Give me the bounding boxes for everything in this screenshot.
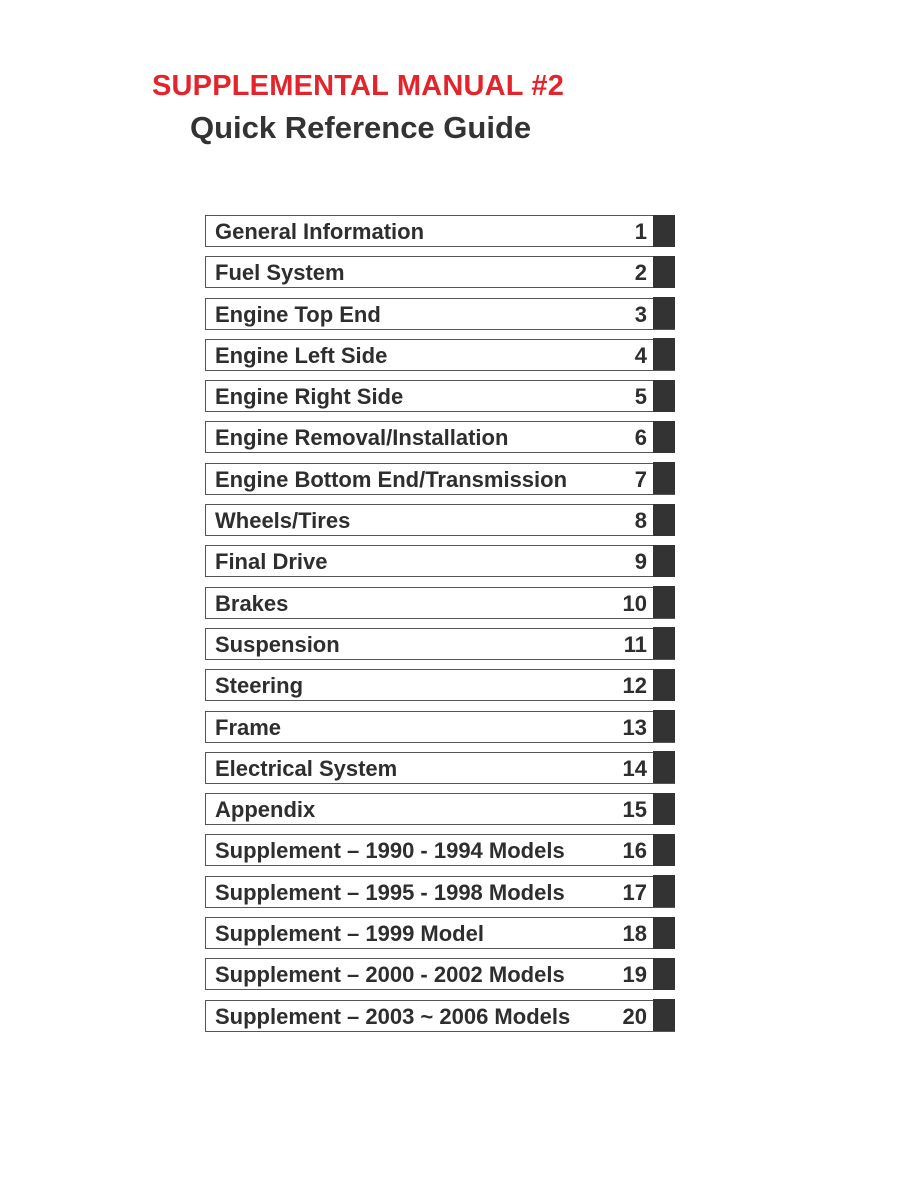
section-label: General Information <box>215 219 425 244</box>
section-row[interactable] <box>205 1000 675 1032</box>
section-number: 1 <box>634 219 647 244</box>
section-row[interactable] <box>205 793 675 825</box>
section-row[interactable] <box>205 215 675 247</box>
section-tab-marker <box>653 338 675 370</box>
section-tab-marker <box>653 215 675 247</box>
section-number: 3 <box>634 301 647 327</box>
section-number: 16 <box>622 838 647 864</box>
manual-title: SUPPLEMENTAL MANUAL #2 <box>152 70 565 102</box>
section-row[interactable] <box>205 669 675 701</box>
section-label: Steering <box>215 673 304 699</box>
section-label: Suspension <box>215 631 340 657</box>
section-label: Engine Left Side <box>215 342 388 368</box>
section-row[interactable] <box>205 917 675 949</box>
section-row[interactable] <box>205 421 675 453</box>
section-tab-marker <box>653 793 675 825</box>
section-row[interactable] <box>205 339 675 371</box>
section-label: Engine Bottom End/Transmission <box>215 466 568 492</box>
section-tab-marker <box>653 710 675 742</box>
section-tab-marker <box>653 545 675 577</box>
section-tab-marker <box>653 834 675 866</box>
section-row[interactable] <box>205 834 675 866</box>
section-label: Frame <box>215 714 282 740</box>
section-label: Supplement – 2003 ~ 2006 Models <box>215 1003 571 1029</box>
section-label: Brakes <box>215 590 289 616</box>
section-number: 17 <box>622 879 647 905</box>
section-tab-marker <box>653 669 675 701</box>
section-row[interactable] <box>205 298 675 330</box>
section-label: Fuel System <box>215 260 345 286</box>
section-row[interactable] <box>205 628 675 660</box>
section-label: Engine Removal/Installation <box>215 425 509 451</box>
section-number: 7 <box>634 466 647 492</box>
section-label: Supplement – 1995 - 1998 Models <box>215 879 565 905</box>
section-number: 8 <box>634 508 647 534</box>
section-label: Engine Top End <box>215 301 381 327</box>
section-tab-marker <box>653 256 675 288</box>
section-number: 20 <box>622 1003 647 1029</box>
section-number: 10 <box>622 590 647 616</box>
section-tab-marker <box>653 421 675 453</box>
section-label: Supplement – 2000 - 2002 Models <box>215 962 565 988</box>
quick-reference-index <box>205 215 675 1041</box>
section-number: 6 <box>634 425 647 451</box>
section-row[interactable] <box>205 958 675 990</box>
section-label: Engine Right Side <box>215 384 404 410</box>
section-row[interactable] <box>205 545 675 577</box>
section-label: Electrical System <box>215 755 398 781</box>
section-number: 12 <box>622 673 647 699</box>
section-row[interactable] <box>205 711 675 743</box>
section-tab-marker <box>653 751 675 783</box>
section-number: 18 <box>622 921 647 947</box>
section-number: 15 <box>622 797 647 823</box>
section-tab-marker <box>653 504 675 536</box>
section-row[interactable] <box>205 380 675 412</box>
section-row[interactable] <box>205 876 675 908</box>
section-row[interactable] <box>205 752 675 784</box>
section-label: Supplement – 1999 Model <box>215 921 484 947</box>
section-label: Final Drive <box>215 549 328 575</box>
section-tab-marker <box>653 586 675 618</box>
section-row[interactable] <box>205 463 675 495</box>
section-row[interactable] <box>205 504 675 536</box>
section-label: Appendix <box>215 797 316 823</box>
section-tab-marker <box>653 627 675 659</box>
section-number: 14 <box>622 755 647 781</box>
section-tab-marker <box>653 380 675 412</box>
section-tab-marker <box>653 917 675 949</box>
section-number: 5 <box>634 384 647 410</box>
section-tab-marker <box>653 999 675 1031</box>
section-label: Wheels/Tires <box>215 508 351 534</box>
guide-title: Quick Reference Guide <box>190 110 532 145</box>
section-number: 19 <box>622 962 647 988</box>
section-label: Supplement – 1990 - 1994 Models <box>215 838 565 864</box>
section-number: 4 <box>634 342 647 368</box>
section-tab-marker <box>653 958 675 990</box>
section-tab-marker <box>653 875 675 907</box>
section-number: 2 <box>634 260 647 286</box>
section-tab-marker <box>653 462 675 494</box>
section-number: 11 <box>623 631 647 657</box>
section-number: 13 <box>622 714 647 740</box>
section-tab-marker <box>653 297 675 329</box>
section-row[interactable] <box>205 256 675 288</box>
section-number: 9 <box>634 549 647 575</box>
section-row[interactable] <box>205 587 675 619</box>
